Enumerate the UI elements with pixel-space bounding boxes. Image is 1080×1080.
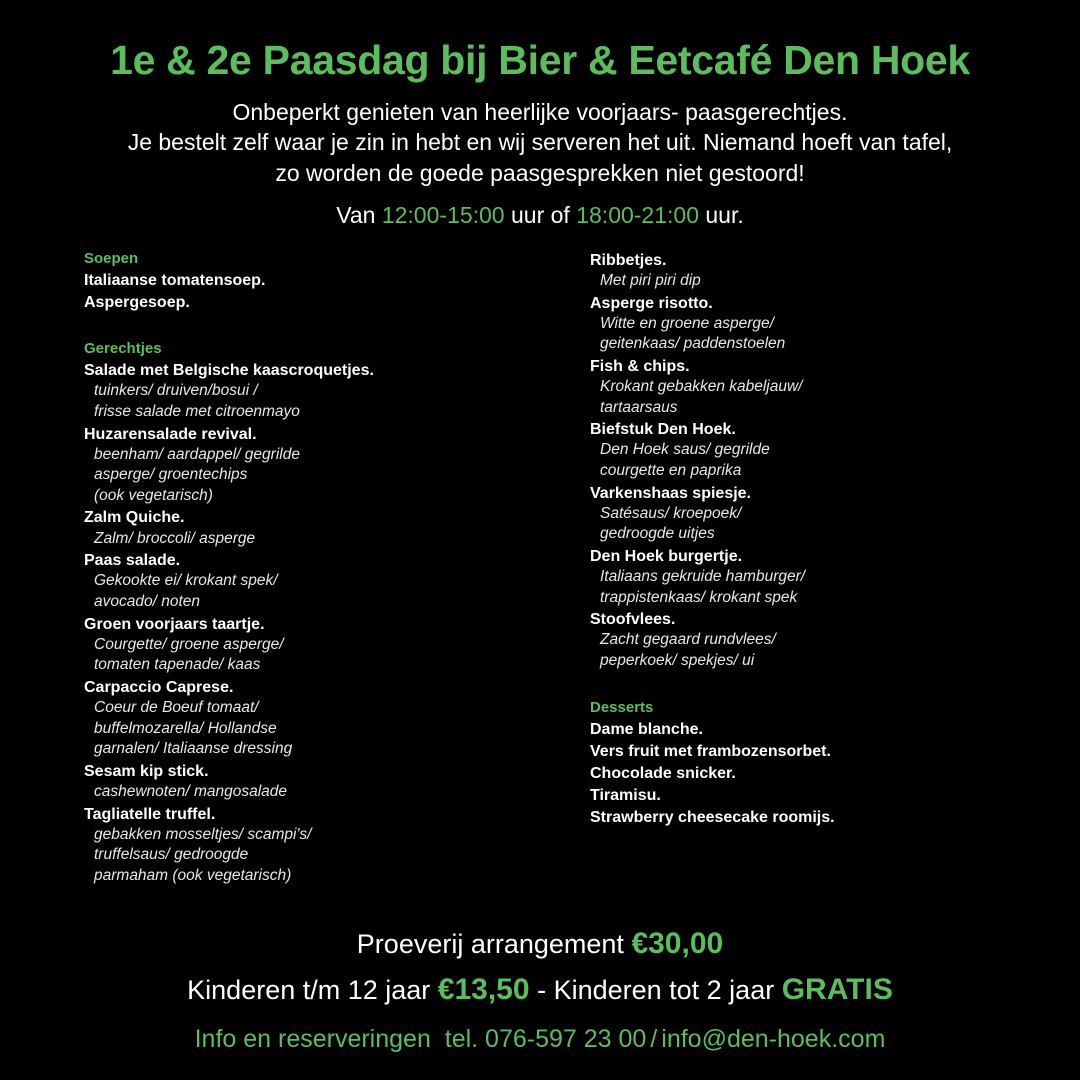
poster-header bbox=[0, 0, 1080, 229]
menu-item-name: Aspergesoep. bbox=[84, 294, 190, 312]
menu-item bbox=[590, 719, 1020, 740]
menu-item bbox=[590, 483, 1020, 545]
children-price-line bbox=[0, 973, 1080, 1007]
menu-item-description: cashewnoten/ mangosalade bbox=[94, 782, 288, 800]
menu-item-description: gedroogde uitjes bbox=[600, 525, 715, 543]
menu-item-description: tomaten tapenade/ kaas bbox=[94, 656, 261, 674]
menu-item-name: Fish & chips. bbox=[590, 358, 690, 376]
menu-item-description: trappistenkaas/ krokant spek bbox=[600, 588, 798, 606]
menu-item bbox=[590, 250, 1020, 292]
menu-item bbox=[590, 356, 1020, 418]
menu-item bbox=[590, 785, 1020, 806]
section-spacer bbox=[590, 673, 1020, 699]
menu-item-description: (ook vegetarisch) bbox=[94, 486, 213, 504]
contact-email[interactable]: info@den-hoek.com bbox=[661, 1025, 886, 1053]
menu-item-name: Tiramisu. bbox=[590, 787, 661, 805]
menu-item-description: Zalm/ broccoli/ asperge bbox=[94, 529, 256, 547]
poster-subtitle bbox=[0, 97, 1080, 188]
menu-item-description: tuinkers/ druiven/bosui / bbox=[94, 382, 258, 400]
menu-item bbox=[590, 293, 1020, 355]
menu-section-heading: Gerechtjes bbox=[84, 340, 162, 358]
menu-item-name: Biefstuk Den Hoek. bbox=[590, 421, 736, 439]
menu-item-description: frisse salade met citroenmayo bbox=[94, 402, 300, 420]
menu-columns bbox=[0, 250, 1080, 887]
menu-item-description: courgette en paprika bbox=[600, 462, 742, 480]
opening-times bbox=[0, 202, 1080, 229]
poster-footer bbox=[0, 927, 1080, 1054]
menu-item-name: Tagliatelle truffel. bbox=[84, 805, 216, 823]
menu-item bbox=[590, 546, 1020, 608]
menu-item-description: parmaham (ook vegetarisch) bbox=[94, 866, 292, 884]
menu-item-description: Zacht gegaard rundvlees/ bbox=[600, 631, 776, 649]
menu-item-description: gebakken mosseltjes/ scampi's/ bbox=[94, 825, 312, 843]
time-slot-2: 18:00-21:00 bbox=[576, 202, 699, 229]
menu-item-name: Chocolade snicker. bbox=[590, 764, 736, 782]
menu-item-description: asperge/ groentechips bbox=[94, 466, 248, 484]
arrangement-label: Proeverij arrangement bbox=[356, 929, 632, 959]
contact-separator: / bbox=[650, 1025, 658, 1053]
menu-item bbox=[590, 807, 1020, 828]
subtitle-line-2: Je bestelt zelf waar je zin in hebt en wij serveren het uit. Niemand hoeft van tafel, bbox=[127, 129, 953, 156]
menu-item bbox=[590, 419, 1020, 481]
menu-item-name: Stoofvlees. bbox=[590, 611, 676, 629]
price-separator: - bbox=[529, 975, 554, 1005]
menu-item-description: Krokant gebakken kabeljauw/ bbox=[600, 378, 803, 396]
menu-item-description: Coeur de Boeuf tomaat/ bbox=[94, 698, 259, 716]
menu-item-name: Huzarensalade revival. bbox=[84, 425, 257, 443]
menu-item-name: Italiaanse tomatensoep. bbox=[84, 272, 266, 289]
menu-item bbox=[590, 609, 1020, 671]
menu-item-description: geitenkaas/ paddenstoelen bbox=[600, 335, 786, 353]
menu-item-name: Vers fruit met frambozensorbet. bbox=[590, 742, 831, 760]
menu-item-name: Groen voorjaars taartje. bbox=[84, 615, 265, 633]
children-label: Kinderen t/m 12 jaar bbox=[187, 975, 438, 1005]
menu-section-heading: Soepen bbox=[84, 250, 139, 267]
menu-item-name: Dame blanche. bbox=[590, 720, 703, 738]
menu-item-name: Ribbetjes. bbox=[590, 252, 667, 269]
children-price: €13,50 bbox=[437, 973, 530, 1006]
menu-item-description: avocado/ noten bbox=[94, 592, 201, 610]
menu-item-description: peperkoek/ spekjes/ ui bbox=[600, 652, 755, 670]
menu-item-description: garnalen/ Italiaanse dressing bbox=[94, 740, 293, 758]
menu-item bbox=[590, 763, 1020, 784]
menu-item-name: Zalm Quiche. bbox=[84, 509, 185, 527]
menu-item-description: Courgette/ groene asperge/ bbox=[94, 635, 284, 653]
menu-item-description: Witte en groene asperge/ bbox=[600, 314, 774, 332]
menu-item-name: Sesam kip stick. bbox=[84, 762, 209, 780]
menu-item-description: buffelmozarella/ Hollandse bbox=[94, 719, 277, 737]
menu-item-description: Satésaus/ kroepoek/ bbox=[600, 504, 742, 522]
menu-item-description: Met piri piri dip bbox=[600, 272, 701, 290]
menu-item-name: Varkenshaas spiesje. bbox=[590, 484, 751, 502]
contact-label: Info en reserveringen bbox=[194, 1025, 431, 1053]
menu-item-name: Den Hoek burgertje. bbox=[590, 548, 743, 566]
time-slot-1: 12:00-15:00 bbox=[381, 202, 505, 229]
menu-item-name: Paas salade. bbox=[84, 552, 181, 570]
menu-item-description: tartaarsaus bbox=[600, 398, 678, 416]
toddler-price: GRATIS bbox=[781, 973, 893, 1006]
menu-item-name: Carpaccio Caprese. bbox=[84, 678, 234, 696]
menu-item-name: Strawberry cheesecake roomijs. bbox=[590, 809, 835, 827]
subtitle-line-3: zo worden de goede paasgesprekken niet gestoord! bbox=[275, 159, 805, 186]
menu-item-description: Den Hoek saus/ gegrilde bbox=[600, 441, 770, 459]
times-middle: uur of bbox=[504, 202, 577, 229]
times-prefix: Van bbox=[336, 202, 382, 229]
menu-item-description: Italiaans gekruide hamburger/ bbox=[600, 568, 806, 586]
menu-item-description: beenham/ aardappel/ gegrilde bbox=[94, 445, 300, 463]
menu-item-name: Salade met Belgische kaascroquetjes. bbox=[84, 362, 374, 380]
page-title: 1e & 2e Paasdag bij Bier & Eetcafé Den Hoek bbox=[110, 37, 970, 83]
arrangement-price-line bbox=[0, 927, 1080, 961]
toddler-label: Kinderen tot 2 jaar bbox=[553, 975, 782, 1005]
times-suffix: uur. bbox=[699, 202, 744, 229]
menu-item-description: Gekookte ei/ krokant spek/ bbox=[94, 572, 278, 590]
menu-section-heading: Desserts bbox=[590, 698, 654, 716]
contact-line bbox=[0, 1025, 1080, 1054]
menu-item-name: Asperge risotto. bbox=[590, 294, 713, 312]
menu-column-right bbox=[0, 250, 1080, 829]
arrangement-price: €30,00 bbox=[631, 927, 724, 960]
subtitle-line-1: Onbeperkt genieten van heerlijke voorjaars- paasgerechtjes. bbox=[232, 99, 848, 126]
contact-phone[interactable]: tel. 076-597 23 00 bbox=[444, 1025, 647, 1053]
menu-item-description: truffelsaus/ gedroogde bbox=[94, 846, 249, 864]
menu-item bbox=[590, 741, 1020, 762]
